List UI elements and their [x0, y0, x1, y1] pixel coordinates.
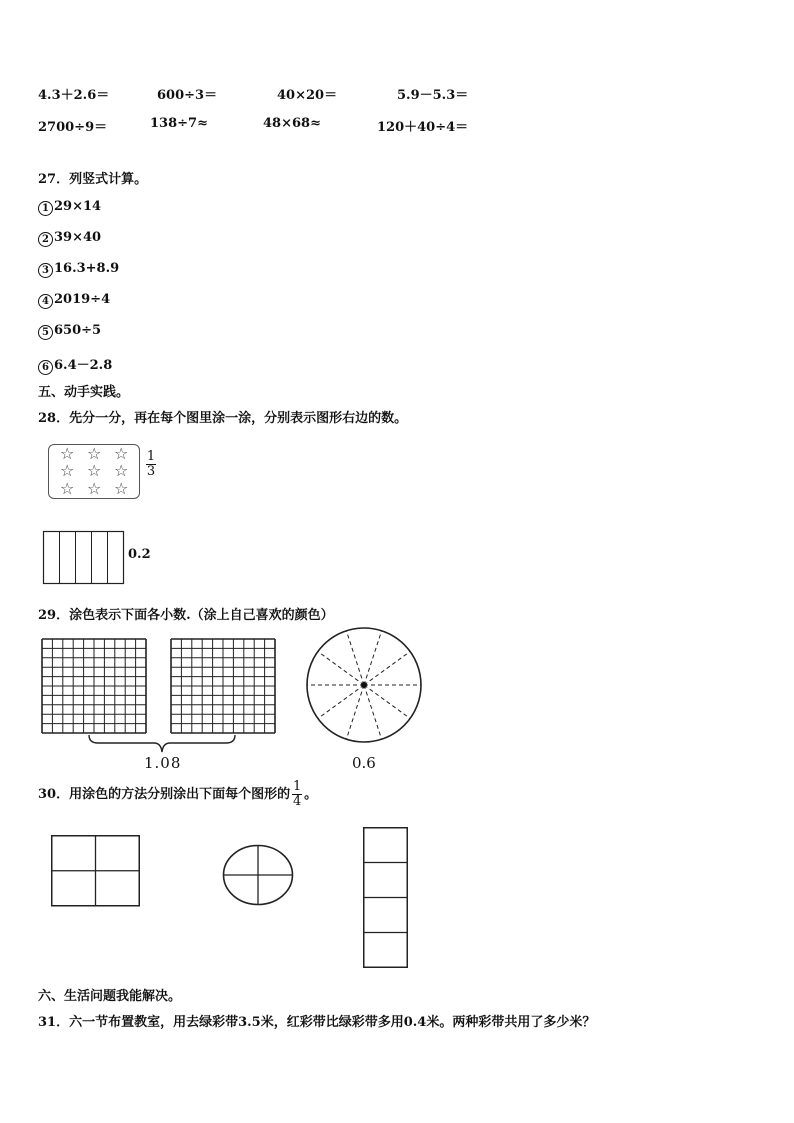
oral-calc-6: 138÷7≈ — [150, 116, 208, 131]
question-28-title: 28．先分一分，再在每个图里涂一涂，分别表示图形右边的数。 — [38, 411, 408, 426]
oral-calc-8: 120＋40÷4＝ — [377, 120, 469, 135]
question-27-title: 27．列竖式计算。 — [38, 172, 148, 187]
four-part-circle[interactable] — [222, 844, 294, 906]
star-icon: ☆ — [60, 461, 75, 480]
q27-item-3 — [38, 261, 119, 278]
fraction-denominator: 3 — [146, 464, 156, 479]
q30-fraction-numerator: 1 — [292, 779, 302, 794]
circled-number-6: 6 — [38, 360, 53, 375]
oral-calc-2: 600÷3＝ — [157, 88, 218, 103]
four-part-column[interactable] — [363, 827, 409, 969]
oral-calc-4: 5.9－5.3＝ — [397, 88, 469, 103]
star-icon: ☆ — [114, 444, 129, 463]
q30-title-text: 30．用涂色的方法分别涂出下面每个图形的 — [38, 787, 291, 802]
star-icon: ☆ — [87, 479, 102, 498]
q27-item-5 — [38, 323, 101, 340]
q30-title-end: 。 — [304, 787, 318, 802]
q27-expr-5: 650÷5 — [54, 323, 102, 338]
ten-part-circle[interactable] — [305, 626, 423, 744]
star-icon: ☆ — [60, 479, 75, 498]
oral-calc-3: 40×20＝ — [277, 88, 338, 103]
q27-item-4 — [38, 292, 110, 309]
question-31-title: 31．六一节布置教室，用去绿彩带3.5米，红彩带比绿彩带多用0.4米。两种彩带共用了多少米？ — [38, 1015, 596, 1030]
section-6-heading: 六、生活问题我能解决。 — [38, 989, 182, 1004]
star-icon: ☆ — [114, 461, 129, 480]
circled-number-2: 2 — [38, 232, 53, 247]
q27-expr-3: 16.3+8.9 — [54, 261, 120, 276]
fraction-numerator: 1 — [146, 449, 156, 464]
grid-brace — [88, 734, 236, 756]
circled-number-5: 5 — [38, 325, 53, 340]
grid-value-label: 1.08 — [144, 754, 182, 772]
section-5-heading: 五、动手实践。 — [38, 385, 130, 400]
rect-value-label: 0.2 — [128, 547, 151, 562]
q27-expr-4: 2019÷4 — [54, 292, 111, 307]
q27-item-2 — [38, 230, 101, 247]
question-29-title: 29．涂色表示下面各小数.（涂上自己喜欢的颜色） — [38, 608, 334, 623]
circled-number-1: 1 — [38, 201, 53, 216]
q27-expr-1: 29×14 — [54, 199, 102, 214]
q27-expr-2: 39×40 — [54, 230, 102, 245]
circled-number-4: 4 — [38, 294, 53, 309]
star-icon: ☆ — [87, 461, 102, 480]
q27-item-1 — [38, 199, 101, 216]
q27-expr-6: 6.4－2.8 — [54, 358, 113, 373]
question-30-title — [38, 780, 317, 809]
hundred-grid-1[interactable] — [41, 638, 147, 734]
star-icon: ☆ — [87, 444, 102, 463]
oral-calc-1: 4.3＋2.6＝ — [38, 88, 110, 103]
four-part-square[interactable] — [51, 835, 141, 907]
circled-number-3: 3 — [38, 263, 53, 278]
q30-fraction-denominator: 4 — [292, 794, 302, 809]
q27-item-6 — [38, 354, 112, 375]
star-icon: ☆ — [60, 444, 75, 463]
star-icon: ☆ — [114, 479, 129, 498]
fraction-one-third — [146, 450, 156, 479]
oral-calc-5: 2700÷9＝ — [38, 120, 108, 135]
five-part-rectangle[interactable] — [43, 531, 125, 585]
oral-calc-7: 48×68≈ — [263, 116, 321, 131]
hundred-grid-2[interactable] — [170, 638, 276, 734]
circle-value-label: 0.6 — [352, 754, 376, 772]
